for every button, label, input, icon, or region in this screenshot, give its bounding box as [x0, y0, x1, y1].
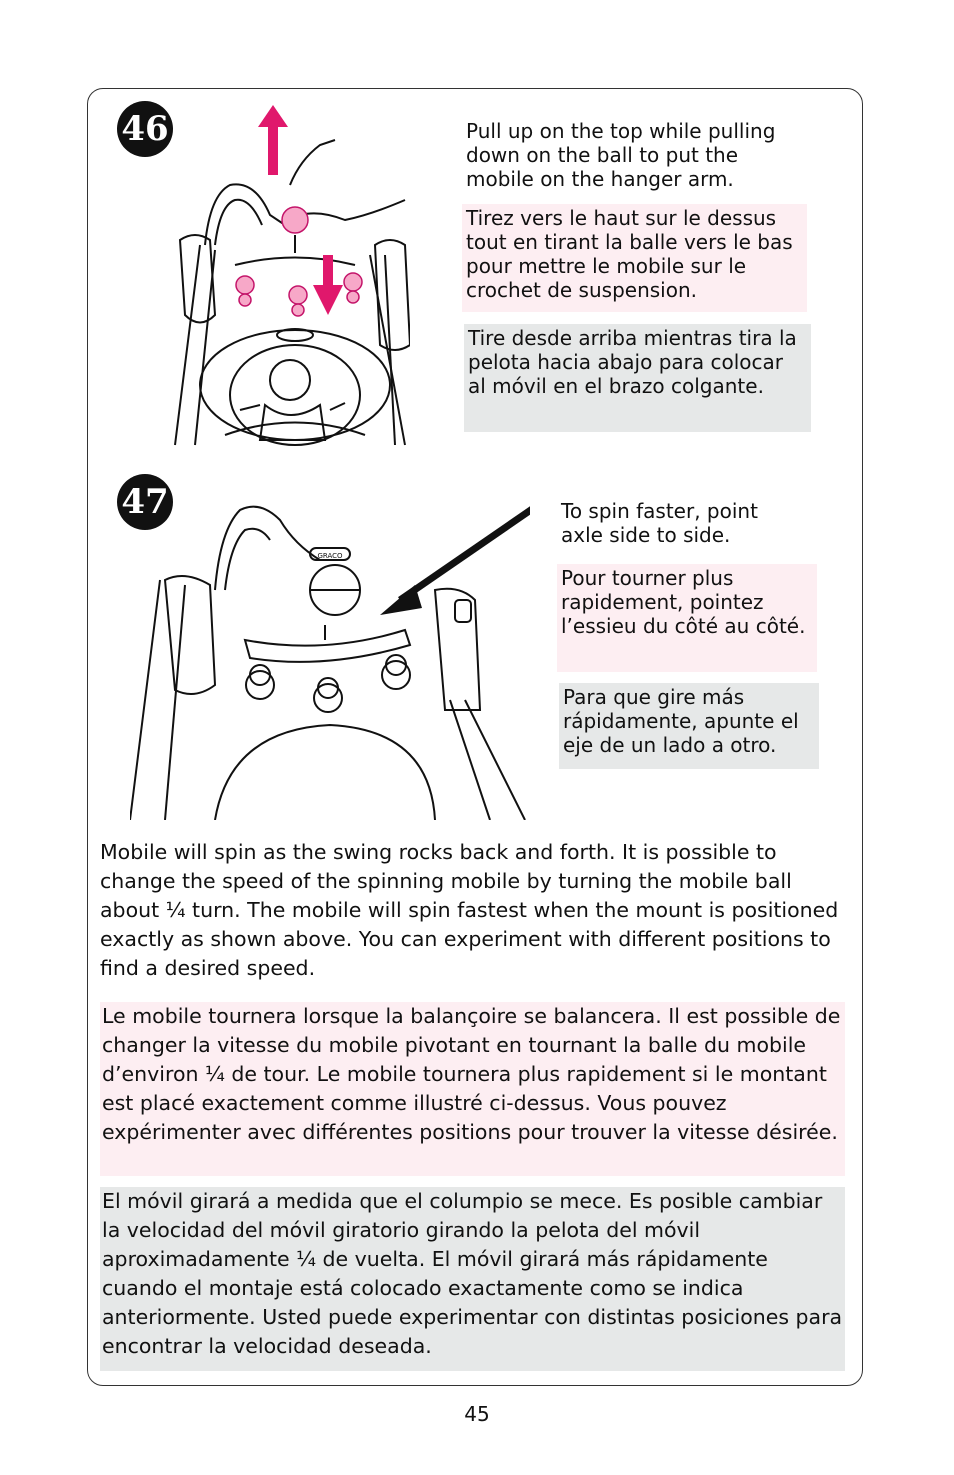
paragraph-fr: Le mobile tournera lorsque la balançoire se balancera. Il est possible de changer la vitesse du mobile pivotant en tournant la balle du mobile d’environ ¼ de tour. Le mobile tournera plus rapidement si le montant est placé exactement comme illustré ci-dessus. Vous pouvez expérimenter avec différentes positions pour trouver la vitesse désirée.	[100, 1002, 845, 1176]
graco-logo: GRACO	[317, 552, 343, 560]
step-47-text-fr: Pour tourner plus rapidement, pointez l’essieu du côté au côté.	[557, 564, 817, 672]
step-46-text-en: Pull up on the top while pulling down on the ball to put the mobile on the hanger arm.	[466, 119, 776, 191]
step-47-text-en: To spin faster, point axle side to side.	[561, 499, 758, 547]
paragraph-es: El móvil girará a medida que el columpio se mece. Es posible cambiar la velocidad del móvil giratorio girando la pelota del móvil aproximadamente ¼ de vuelta. El móvil girará más rápidamente cuando el montaje está colocado exactamente como se indica anteriormente. Usted puede experimentar con distintas posiciones para encontrar la velocidad deseada.	[100, 1187, 845, 1371]
paragraph-en: Mobile will spin as the swing rocks back and forth. It is possible to change the speed of the spinning mobile by turning the mobile ball about ¼ turn. The mobile will spin fastest when the mount is positioned exactly as shown above. You can experiment with different positions to find a desired speed.	[100, 840, 839, 980]
step-46-text-es: Tire desde arriba mientras tira la pelota hacia abajo para colocar al móvil en el brazo colgante.	[464, 324, 811, 432]
step-46-text-fr: Tirez vers le haut sur le dessus tout en tirant la balle vers le bas pour mettre le mobile sur le crochet de suspension.	[462, 204, 807, 312]
step-47-text-es: Para que gire más rápidamente, apunte el eje de un lado a otro.	[559, 683, 819, 769]
step-46-badge: 46	[117, 101, 173, 157]
step-47-illustration	[130, 500, 530, 820]
step-47-badge: 47	[117, 474, 173, 530]
step-46-illustration	[170, 105, 410, 450]
page-number: 45	[464, 1402, 490, 1426]
